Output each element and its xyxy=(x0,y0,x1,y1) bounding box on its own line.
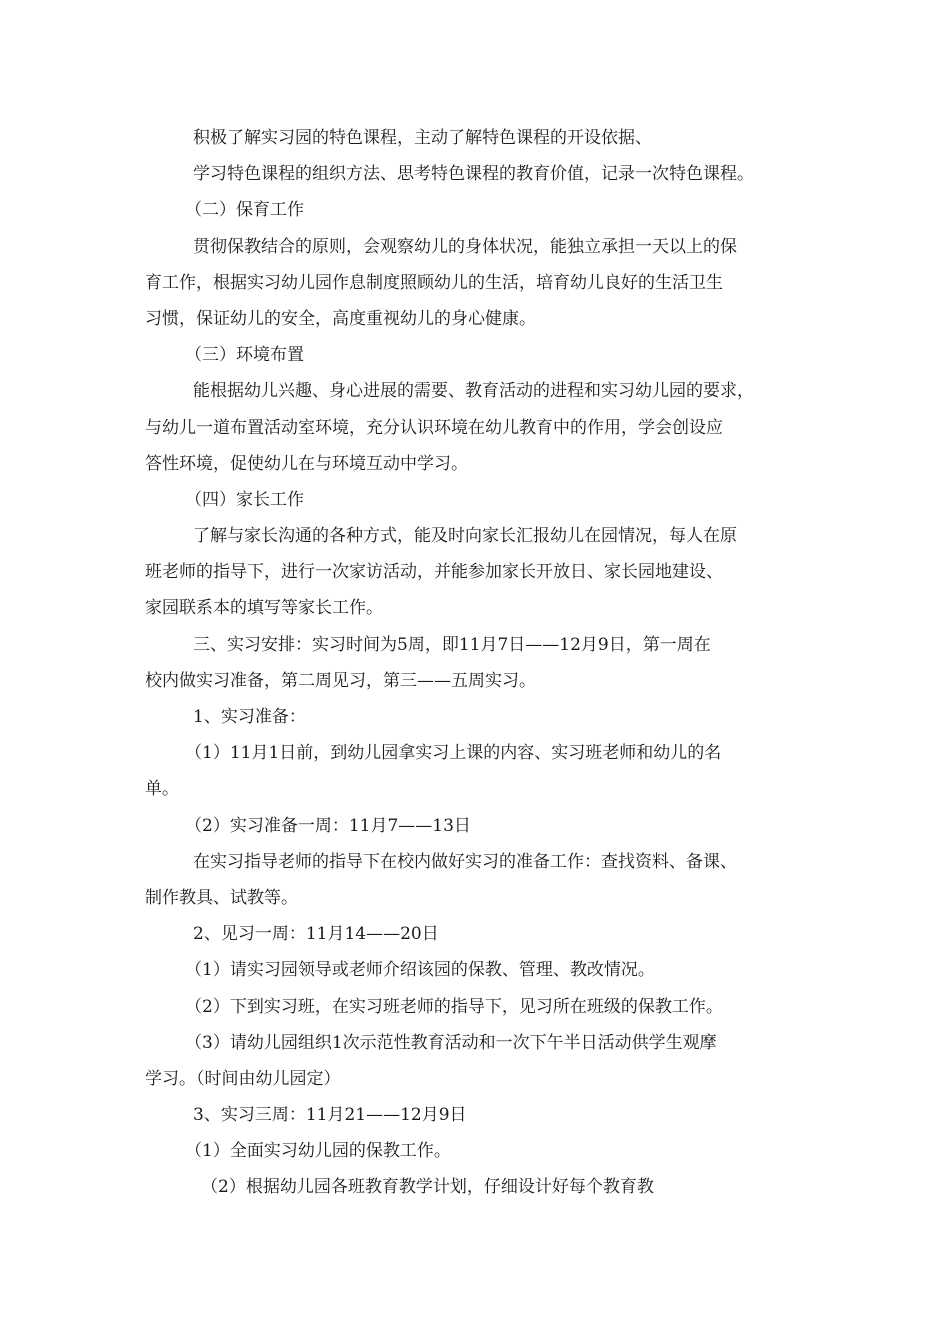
text-line: 1、实习准备： xyxy=(193,707,306,727)
text-line: 学习。（时间由幼儿园定） xyxy=(145,1068,341,1089)
text-line: （1）全面实习幼儿园的保教工作。 xyxy=(185,1141,451,1162)
text-line: 能根据幼儿兴趣、身心进展的需要、教育活动的进程和实习幼儿园的要求， xyxy=(193,381,754,402)
text-line: （2）下到实习班，在实习班老师的指导下，见习所在班级的保教工作。 xyxy=(185,996,723,1017)
text-line: （四）家长工作 xyxy=(185,489,304,510)
text-line: 贯彻保教结合的原则，会观察幼儿的身体状况，能独立承担一天以上的保 xyxy=(193,236,737,257)
text-line: 学习特色课程的组织方法、思考特色课程的教育价值，记录一次特色课程。 xyxy=(193,164,754,185)
text-line: （二）保育工作 xyxy=(185,200,304,221)
text-line: 答性环境，促使幼儿在与环境互动中学习。 xyxy=(145,453,468,474)
text-line: 班老师的指导下，进行一次家访活动，并能参加家长开放日、家长园地建设、 xyxy=(145,562,723,583)
text-line: 了解与家长沟通的各种方式，能及时向家长汇报幼儿在园情况，每人在原 xyxy=(193,526,737,547)
text-line: （3）请幼儿园组织1次示范性教育活动和一次下午半日活动供学生观摩 xyxy=(185,1032,717,1053)
text-line: （2）实习准备一周：11月7——13日 xyxy=(185,815,471,836)
text-line: 单。 xyxy=(145,779,179,800)
text-line: 在实习指导老师的指导下在校内做好实习的准备工作：查找资料、备课、 xyxy=(193,851,737,872)
text-line: 校内做实习准备，第二周见习，第三——五周实习。 xyxy=(145,670,536,691)
text-line: 制作教具、试教等。 xyxy=(145,887,298,908)
text-line: （1）请实习园领导或老师介绍该园的保教、管理、教改情况。 xyxy=(185,960,655,981)
text-line: 3、实习三周：11月21——12月9日 xyxy=(193,1105,467,1126)
document-body xyxy=(145,120,825,1206)
text-line: 2、见习一周：11月14——20日 xyxy=(193,924,439,945)
text-line: 与幼儿一道布置活动室环境，充分认识环境在幼儿教育中的作用，学会创设应 xyxy=(145,417,723,438)
text-line: （1）11月1日前，到幼儿园拿实习上课的内容、实习班老师和幼儿的名 xyxy=(185,743,722,764)
text-line: （三）环境布置 xyxy=(185,345,304,366)
text-line: 育工作，根据实习幼儿园作息制度照顾幼儿的生活，培育幼儿良好的生活卫生 xyxy=(145,272,723,293)
text-line: 三、实习安排：实习时间为5周，即11月7日——12月9日，第一周在 xyxy=(193,634,711,655)
text-line: 习惯，保证幼儿的安全，高度重视幼儿的身心健康。 xyxy=(145,308,536,329)
text-line: 积极了解实习园的特色课程，主动了解特色课程的开设依据、 xyxy=(193,128,652,148)
text-line: （2）根据幼儿园各班教育教学计划，仔细设计好每个教育教 xyxy=(201,1177,654,1198)
text-line: 家园联系本的填写等家长工作。 xyxy=(145,598,383,619)
